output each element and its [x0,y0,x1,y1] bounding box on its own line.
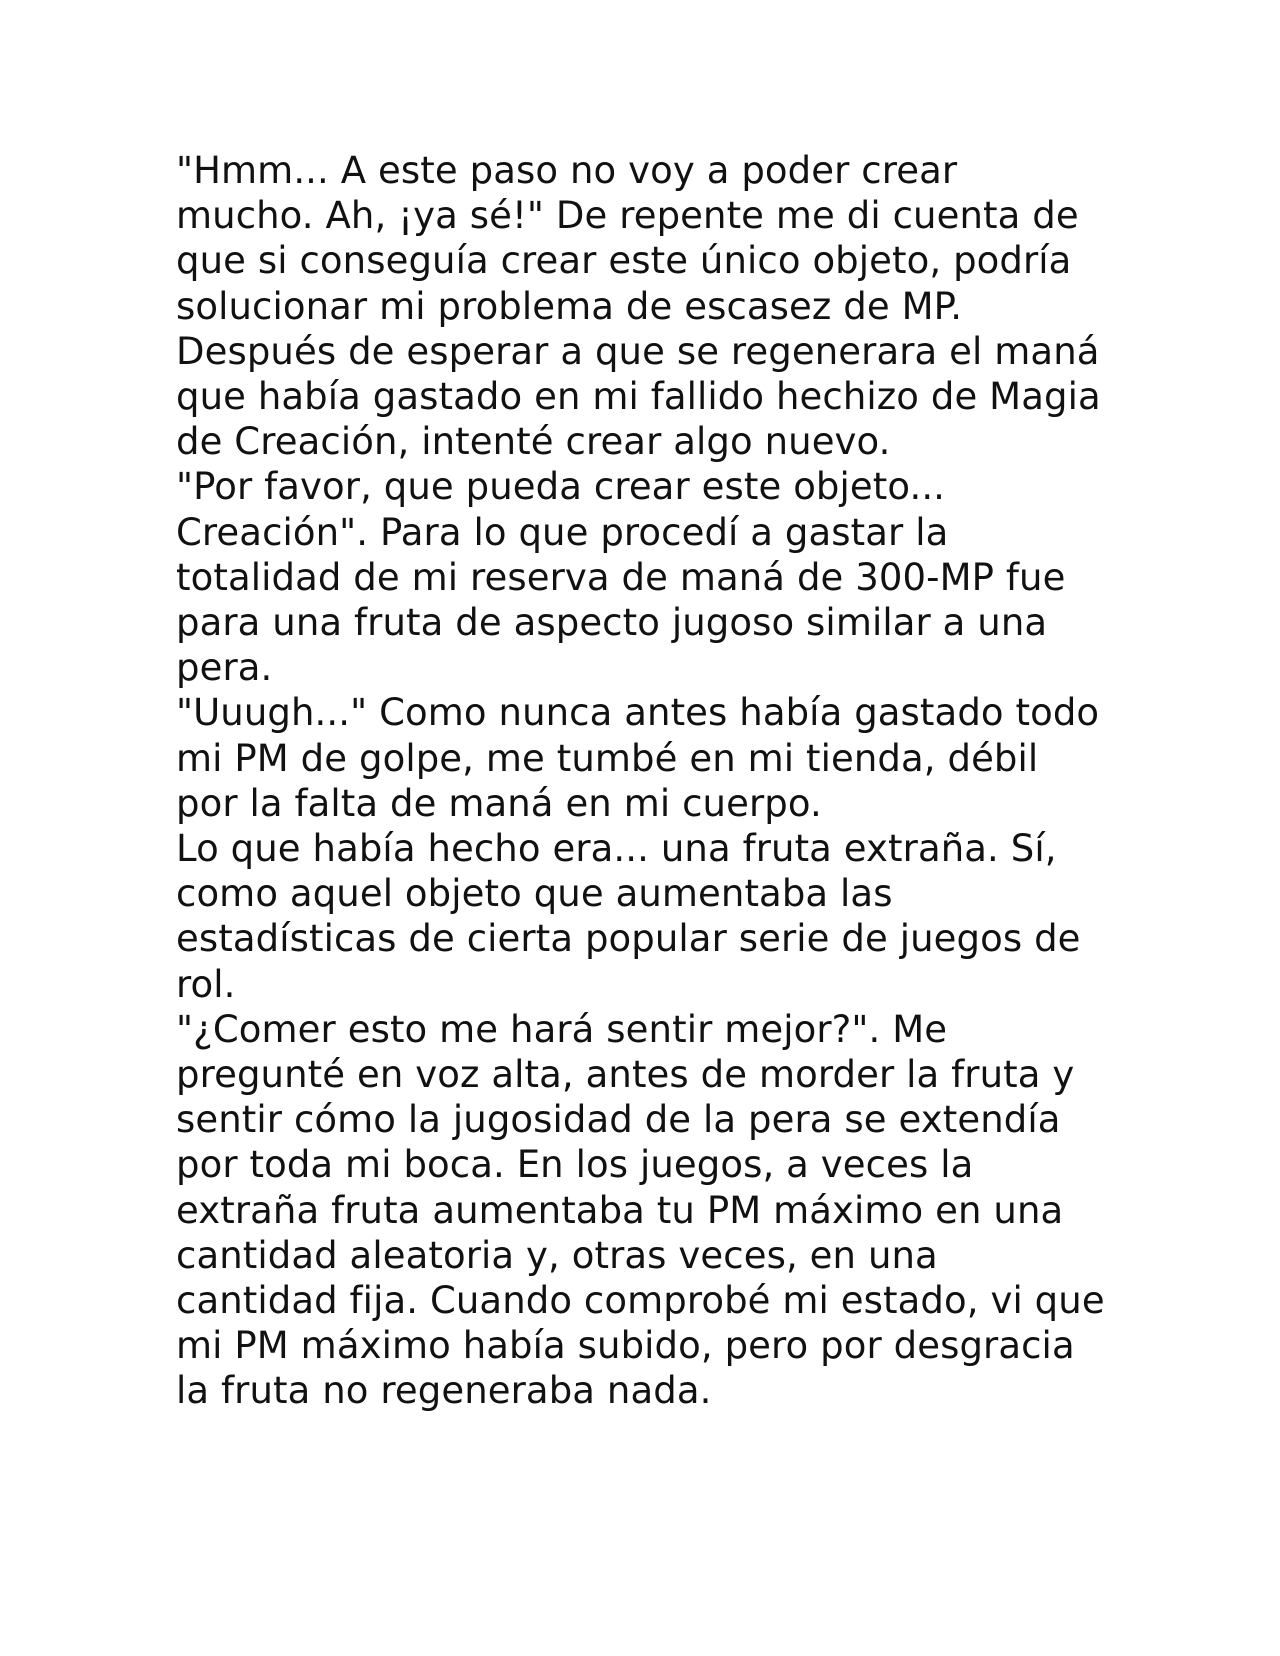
paragraph-5: Lo que había hecho era... una fruta extraña. Sí, como aquel objeto que aumentaba las estadísticas de cierta popular serie de juegos de rol. [176,827,1081,1006]
document-body [176,148,1106,1414]
paragraph-4: "Uuugh..." Como nunca antes había gastado todo mi PM de golpe, me tumbé en mi tienda, débil por la falta de maná en mi cuerpo. [176,691,1100,825]
paragraph-2: Después de esperar a que se regenerara el maná que había gastado en mi fallido hechizo de Magia de Creación, intenté crear algo nuevo. [176,329,1101,464]
paragraph-3: "Por favor, que pueda crear este objeto... Creación". Para lo que procedí a gastar la totalidad de mi reserva de maná de 300-MP fue para una fruta de aspecto jugoso similar a una pera. [176,465,1066,690]
paragraph-6: "¿Comer esto me hará sentir mejor?". Me pregunté en voz alta, antes de morder la fruta y sentir cómo la jugosidad de la pera se extendía por toda mi boca. En los juegos, a veces la extraña fruta aumentaba tu PM máximo en una cantidad aleatoria y, otras veces, en una cantidad fija. Cuando comprobé mi estado, vi que mi PM máximo había subido, pero por desgracia la fruta no regeneraba nada. [176,1007,1105,1413]
paragraph-1: "Hmm... A este paso no voy a poder crear mucho. Ah, ¡ya sé!" De repente me di cuenta de que si conseguía crear este único objeto, podría solucionar mi problema de escasez de MP. [176,149,1079,328]
